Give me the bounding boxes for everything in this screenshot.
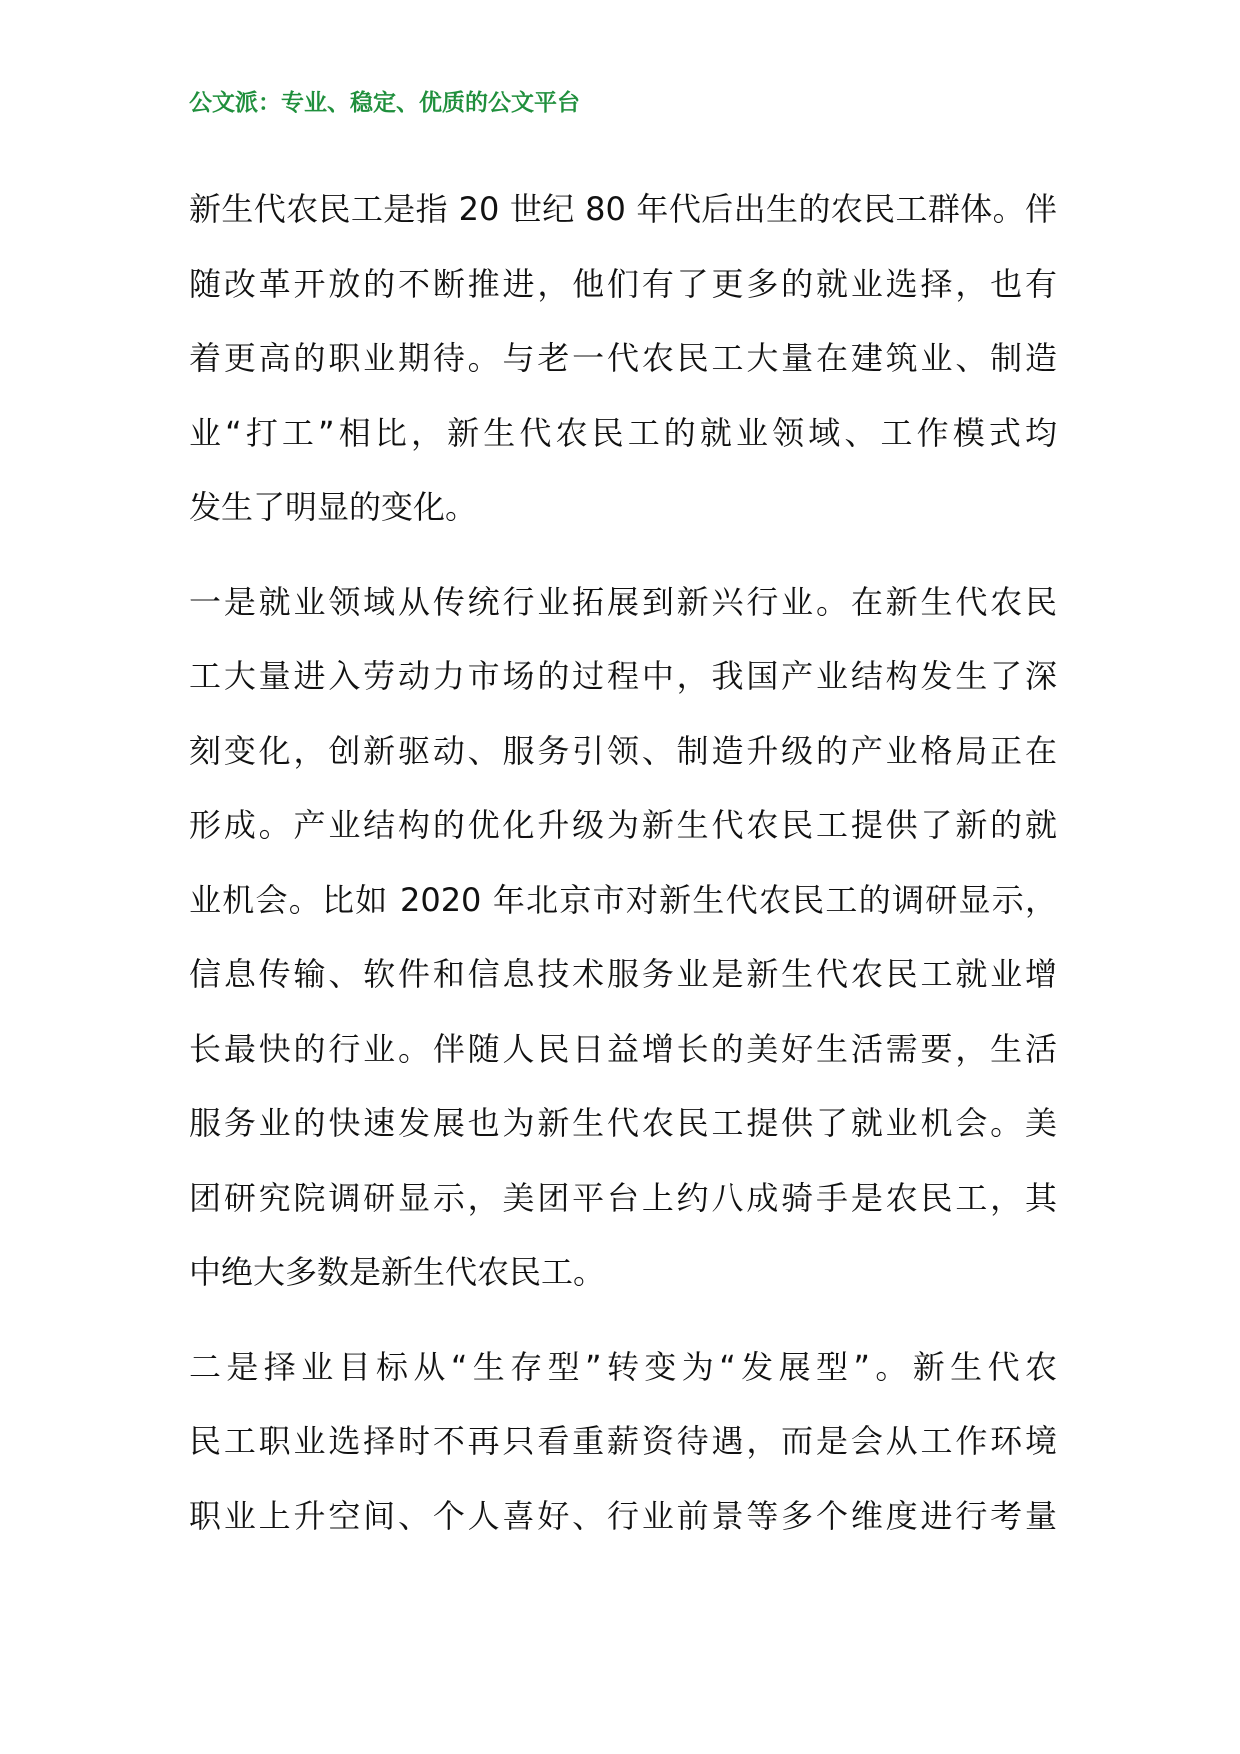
text-line: 民工职业选择时不再只看重薪资待遇，而是会从工作环境 — [189, 1422, 1057, 1460]
text-line: 一是就业领域从传统行业拓展到新兴行业。在新生代农民 — [189, 582, 1057, 621]
text-line: 着更高的职业期待。与老一代农民工大量在建筑业、制造 — [189, 339, 1057, 377]
text-line: 二是择业目标从“生存型”转变为“发展型”。新生代农 — [189, 1347, 1057, 1386]
text-line: 信息传输、软件和信息技术服务业是新生代农民工就业增 — [189, 955, 1057, 993]
text-line: 新生代农民工是指 20 世纪 80 年代后出生的农民工群体。伴 — [189, 190, 1057, 228]
article-body — [189, 172, 1057, 1573]
text-line: 团研究院调研显示，美团平台上约八成骑手是农民工，其 — [189, 1178, 1057, 1217]
text-line: 职业上升空间、个人喜好、行业前景等多个维度进行考量 — [189, 1496, 1057, 1535]
paragraph-career-goals — [189, 1330, 1057, 1554]
paragraph-intro — [189, 172, 1057, 545]
text-line: 刻变化，创新驱动、服务引领、制造升级的产业格局正在 — [189, 731, 1057, 770]
text-line: 中绝大多数是新生代农民工。 — [189, 1253, 606, 1291]
text-line: 形成。产业结构的优化升级为新生代农民工提供了新的就 — [189, 806, 1057, 844]
text-line: 工大量进入劳动力市场的过程中，我国产业结构发生了深 — [189, 657, 1057, 695]
text-line: 服务业的快速发展也为新生代农民工提供了就业机会。美 — [189, 1104, 1057, 1142]
text-line: 发生了明显的变化。 — [189, 488, 478, 526]
header-title: 公文派：专业、稳定、优质的公文平台 — [189, 90, 580, 116]
text-line: 长最快的行业。伴随人民日益增长的美好生活需要，生活 — [189, 1029, 1057, 1068]
text-line: 随改革开放的不断推进，他们有了更多的就业选择，也有 — [189, 264, 1057, 303]
text-line: 业机会。比如 2020 年北京市对新生代农民工的调研显示， — [189, 880, 1057, 919]
paragraph-employment-fields — [189, 565, 1057, 1310]
text-line: 业“打工”相比，新生代农民工的就业领域、工作模式均 — [189, 413, 1057, 452]
